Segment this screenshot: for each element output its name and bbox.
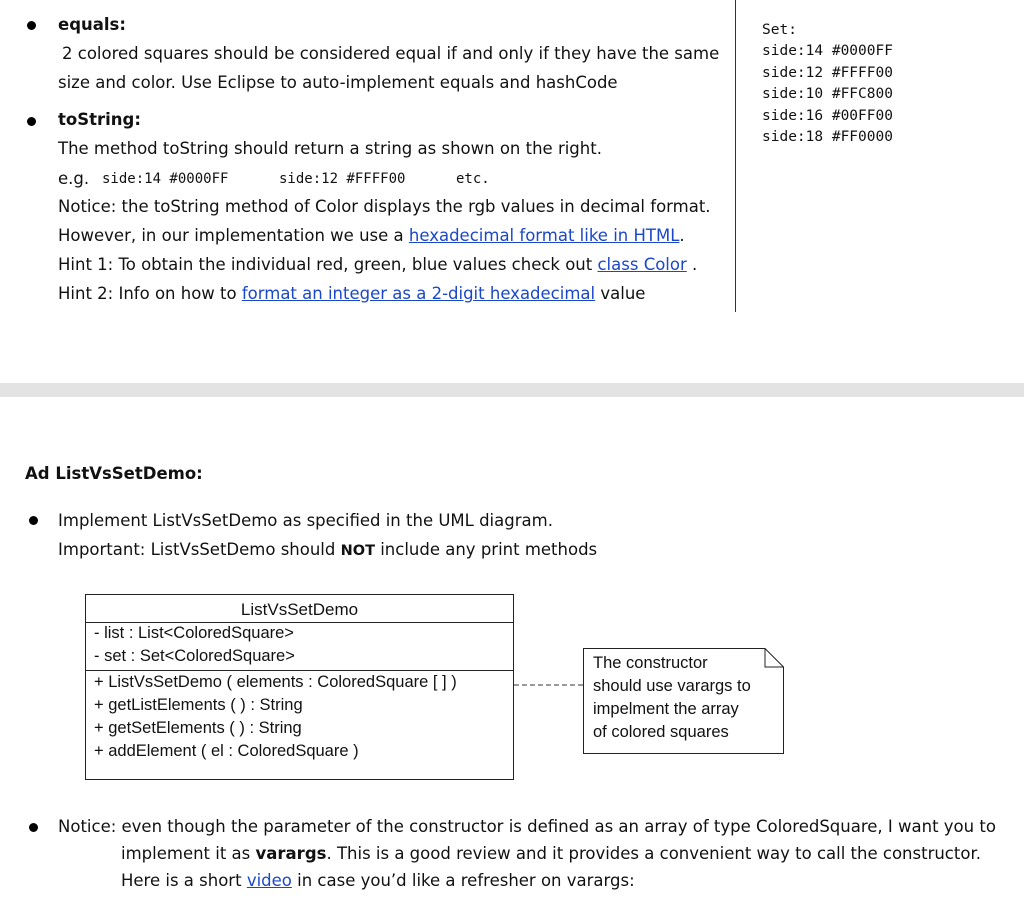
- sidebar-divider: [735, 0, 736, 312]
- video-link[interactable]: video: [246, 871, 292, 890]
- example-code-1: side:14 #0000FF: [102, 171, 229, 187]
- set-output: [762, 20, 893, 148]
- example-prefix: e.g.: [58, 169, 90, 188]
- implement-line: Implement ListVsSetDemo as specified in the UML diagram.: [58, 511, 553, 530]
- notice-line-2: [121, 844, 981, 863]
- uml-class-name: ListVsSetDemo: [86, 595, 513, 623]
- notice-varargs: varargs: [255, 844, 327, 863]
- hex-format-link[interactable]: hexadecimal format like in HTML: [408, 226, 680, 245]
- uml-note-line: The constructor: [593, 654, 708, 672]
- hex-format-line: [58, 226, 685, 245]
- uml-note-line: should use varargs to: [593, 677, 751, 695]
- hint-1-line: [58, 255, 697, 274]
- hint-2-suffix: value: [595, 284, 646, 303]
- bullet-equals: [27, 21, 36, 30]
- uml-attributes: [86, 622, 513, 671]
- bullet-implement: [29, 516, 38, 525]
- uml-operations: [86, 671, 513, 763]
- set-output-line: side:10 #FFC800: [762, 86, 893, 103]
- hint-2-line: [58, 284, 645, 303]
- class-color-link[interactable]: class Color: [597, 255, 687, 274]
- bullet-notice: [29, 823, 38, 832]
- important-not: NOT: [340, 543, 375, 559]
- important-line: [58, 540, 597, 559]
- hint-2-prefix: Hint 2: Info on how to: [58, 284, 242, 303]
- uml-attribute: - list : List<ColoredSquare>: [94, 624, 294, 642]
- notice-line-2-suffix: . This is a good review and it provides a convenient way to call the constructor.: [326, 844, 981, 863]
- uml-note-line: of colored squares: [593, 723, 729, 741]
- equals-line-1: 2 colored squares should be considered equal if and only if they have the same: [62, 44, 720, 63]
- notice-line-3-prefix: Here is a short: [121, 871, 247, 890]
- tostring-line-1: The method toString should return a string as shown on the right.: [58, 139, 602, 158]
- hex-format-suffix: .: [679, 226, 685, 245]
- uml-note-connector: [514, 680, 584, 690]
- notice-decimal-line: Notice: the toString method of Color displays the rgb values in decimal format.: [58, 197, 711, 216]
- example-code-2: side:12 #FFFF00: [279, 171, 406, 187]
- set-output-line: side:14 #0000FF: [762, 43, 893, 60]
- bullet-tostring: [27, 117, 36, 126]
- uml-note-text: [593, 652, 751, 744]
- uml-class-box: [85, 594, 514, 780]
- format-hex-link[interactable]: format an integer as a 2-digit hexadecimal: [241, 284, 596, 303]
- hint-1-suffix: .: [686, 255, 698, 274]
- set-output-line: side:18 #FF0000: [762, 129, 893, 146]
- set-output-line: side:12 #FFFF00: [762, 64, 893, 81]
- set-output-header: Set:: [762, 22, 797, 38]
- equals-line-2: size and color. Use Eclipse to auto-implement equals and hashCode: [58, 73, 618, 92]
- important-prefix: Important: ListVsSetDemo should: [58, 540, 341, 559]
- uml-attribute: - set : Set<ColoredSquare>: [94, 647, 295, 665]
- tostring-title: toString:: [58, 110, 141, 129]
- uml-operation: + addElement ( el : ColoredSquare ): [94, 742, 359, 760]
- set-output-line: side:16 #00FF00: [762, 107, 893, 124]
- section-divider: [0, 383, 1024, 397]
- example-code-3: etc.: [456, 171, 490, 187]
- uml-operation: + getSetElements ( ) : String: [94, 719, 302, 737]
- hex-format-prefix: However, in our implementation we use a: [58, 226, 409, 245]
- uml-operation: + ListVsSetDemo ( elements : ColoredSquare [ ] ): [94, 673, 457, 691]
- notice-line-3: [121, 871, 635, 890]
- important-suffix: include any print methods: [374, 540, 598, 559]
- uml-operation: + getListElements ( ) : String: [94, 696, 303, 714]
- hint-1-prefix: Hint 1: To obtain the individual red, green, blue values check out: [58, 255, 598, 274]
- notice-line-1: Notice: even though the parameter of the constructor is defined as an array of type ColoredSquare, I want you to: [58, 817, 996, 836]
- notice-line-3-suffix: in case you’d like a refresher on varargs:: [291, 871, 635, 890]
- equals-title: equals:: [58, 15, 126, 34]
- notice-line-2-prefix: implement it as: [121, 844, 256, 863]
- uml-note-line: impelment the array: [593, 700, 739, 718]
- listvsset-heading: Ad ListVsSetDemo:: [25, 464, 203, 483]
